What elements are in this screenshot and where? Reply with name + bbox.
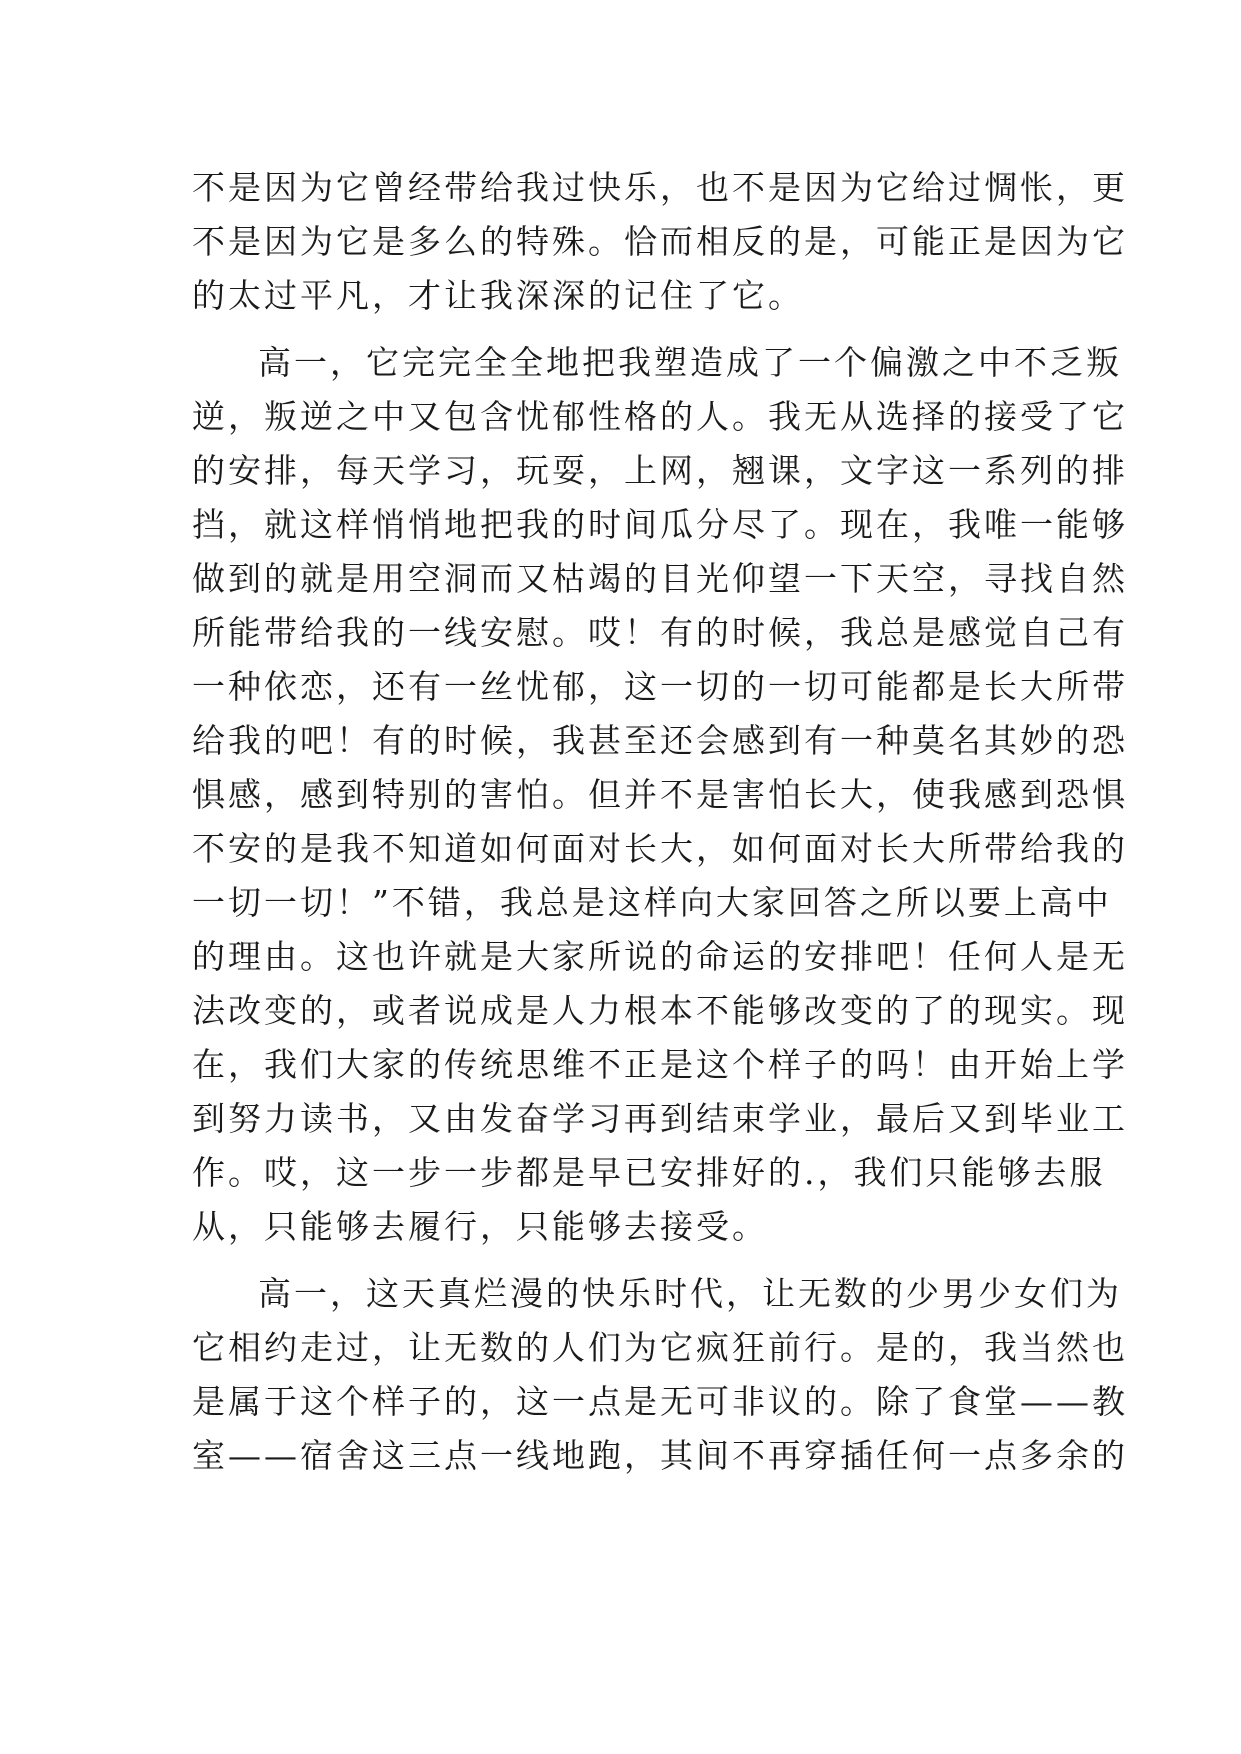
- text-line: 的太过平凡，才让我深深的记住了它。: [192, 276, 804, 315]
- text-line: 不安的是我不知道如何面对长大，如何面对长大所带给我的: [192, 829, 1128, 868]
- text-line: 不是因为它是多么的特殊。恰而相反的是，可能正是因为它: [192, 222, 1128, 261]
- text-line: 室——宿舍这三点一线地跑，其间不再穿插任何一点多余的: [192, 1436, 1128, 1475]
- text-line: 所能带给我的一线安慰。哎！有的时候，我总是感觉自己有: [192, 613, 1128, 652]
- text-line: 法改变的，或者说成是人力根本不能够改变的了的现实。现: [192, 991, 1128, 1030]
- text-line: 惧感，感到特别的害怕。但并不是害怕长大，使我感到恐惧: [192, 775, 1128, 814]
- text-line: 高一，它完完全全地把我塑造成了一个偏激之中不乏叛: [258, 343, 1122, 382]
- text-line: 是属于这个样子的，这一点是无可非议的。除了食堂——教: [192, 1382, 1128, 1421]
- text-line: 一种依恋，还有一丝忧郁，这一切的一切可能都是长大所带: [192, 667, 1128, 706]
- text-line: 挡，就这样悄悄地把我的时间瓜分尽了。现在，我唯一能够: [192, 505, 1128, 544]
- text-line: 的理由。这也许就是大家所说的命运的安排吧！任何人是无: [192, 937, 1128, 976]
- text-line: 作。哎，这一步一步都是早已安排好的.，我们只能够去服: [192, 1153, 1106, 1192]
- text-line: 不是因为它曾经带给我过快乐，也不是因为它给过惆怅，更: [192, 168, 1128, 207]
- text-line: 给我的吧！有的时候，我甚至还会感到有一种莫名其妙的恐: [192, 721, 1128, 760]
- text-line: 的安排，每天学习，玩耍，上网，翘课，文字这一系列的排: [192, 451, 1128, 490]
- text-line: 高一，这天真烂漫的快乐时代，让无数的少男少女们为: [258, 1274, 1122, 1313]
- text-line: 它相约走过，让无数的人们为它疯狂前行。是的，我当然也: [192, 1328, 1128, 1367]
- paragraph-gap: [192, 1254, 1052, 1267]
- body-text: [192, 161, 1128, 1483]
- paragraph-gap: [192, 323, 1052, 336]
- text-line: 做到的就是用空洞而又枯竭的目光仰望一下天空，寻找自然: [192, 559, 1128, 598]
- text-line: 逆，叛逆之中又包含忧郁性格的人。我无从选择的接受了它: [192, 397, 1128, 436]
- text-line: 从，只能够去履行，只能够去接受。: [192, 1207, 768, 1246]
- text-line: 在，我们大家的传统思维不正是这个样子的吗！由开始上学: [192, 1045, 1128, 1084]
- text-line: 一切一切！”不错，我总是这样向大家回答之所以要上高中: [192, 883, 1112, 922]
- text-line: 到努力读书，又由发奋学习再到结束学业，最后又到毕业工: [192, 1099, 1128, 1138]
